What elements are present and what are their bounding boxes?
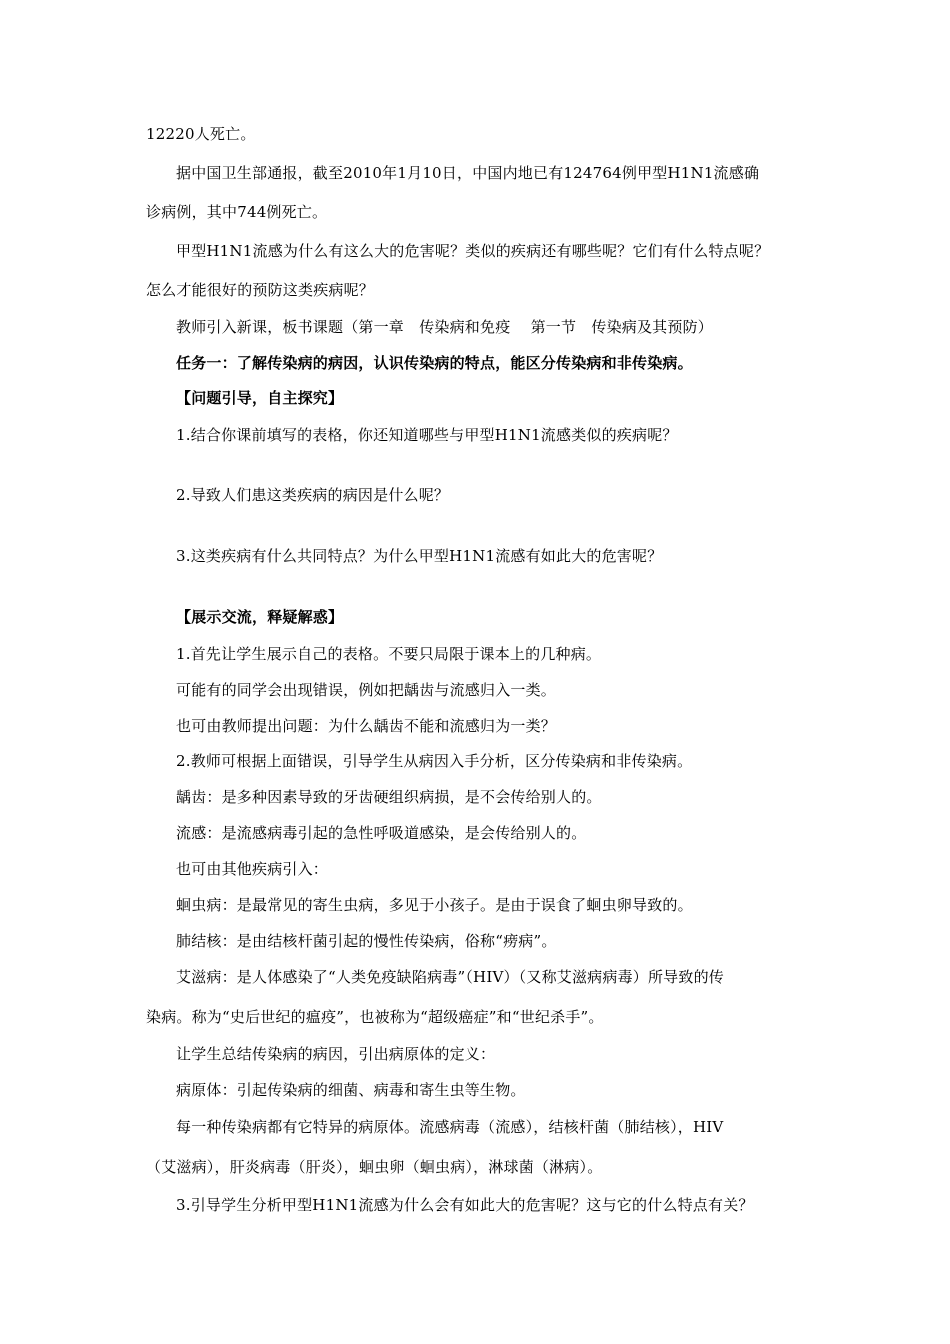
text-line: 怎么才能很好的预防这类疾病呢？ — [146, 281, 375, 299]
text-line: 龋齿：是多种因素导致的牙齿硬组织病损，是不会传给别人的。 — [176, 788, 602, 806]
text-line: （艾滋病），肝炎病毒（肝炎），蛔虫卵（蛔虫病），淋球菌（淋病）。 — [146, 1158, 603, 1176]
text-line: 染病。称为“史后世纪的瘟疫”，也被称为“超级癌症”和“世纪杀手”。 — [146, 1008, 604, 1026]
text-line: 教师引入新课，板书课题（第一章 传染病和免疫 第一节 传染病及其预防） — [176, 318, 713, 336]
text-line: 2.教师可根据上面错误，引导学生从病因入手分析，区分传染病和非传染病。 — [176, 752, 693, 770]
text-line: 艾滋病：是人体感染了“人类免疫缺陷病毒”（HIV）（又称艾滋病病毒）所导致的传 — [176, 968, 724, 986]
text-line: 据中国卫生部通报，截至2010年1月10日，中国内地已有124764例甲型H1N1流感确 — [176, 164, 760, 182]
question-item: 3.这类疾病有什么共同特点？为什么甲型H1N1流感有如此大的危害呢？ — [176, 547, 663, 565]
text-line: 也可由其他疾病引入： — [176, 860, 329, 878]
text-line: 每一种传染病都有它特异的病原体。流感病毒（流感），结核杆菌（肺结核），HIV — [176, 1118, 724, 1136]
question-item: 2.导致人们患这类疾病的病因是什么呢？ — [176, 486, 450, 504]
text-line: 1.首先让学生展示自己的表格。不要只局限于课本上的几种病。 — [176, 645, 602, 663]
text-line: 流感：是流感病毒引起的急性呼吸道感染，是会传给别人的。 — [176, 824, 587, 842]
text-line: 蛔虫病：是最常见的寄生虫病，多见于小孩子。是由于误食了蛔虫卵导致的。 — [176, 896, 693, 914]
text-line: 3.引导学生分析甲型H1N1流感为什么会有如此大的危害呢？这与它的什么特点有关？ — [176, 1196, 754, 1214]
text-line: 甲型H1N1流感为什么有这么大的危害呢？类似的疾病还有哪些呢？它们有什么特点呢？ — [176, 242, 770, 260]
task-heading: 任务一：了解传染病的病因，认识传染病的特点，能区分传染病和非传染病。 — [176, 354, 693, 372]
text-line: 诊病例，其中744例死亡。 — [146, 203, 328, 221]
text-line: 也可由教师提出问题：为什么龋齿不能和流感归为一类？ — [176, 717, 557, 735]
section-heading: 【问题引导，自主探究】 — [176, 389, 344, 407]
text-line: 肺结核：是由结核杆菌引起的慢性传染病，俗称“痨病”。 — [176, 932, 557, 950]
text-line: 12220人死亡。 — [146, 125, 256, 143]
section-heading: 【展示交流，释疑解惑】 — [176, 608, 344, 626]
text-line: 让学生总结传染病的病因，引出病原体的定义： — [176, 1045, 496, 1063]
text-line: 可能有的同学会出现错误，例如把龋齿与流感归入一类。 — [176, 681, 557, 699]
question-item: 1.结合你课前填写的表格，你还知道哪些与甲型H1N1流感类似的疾病呢？ — [176, 426, 678, 444]
text-line: 病原体：引起传染病的细菌、病毒和寄生虫等生物。 — [176, 1081, 526, 1099]
